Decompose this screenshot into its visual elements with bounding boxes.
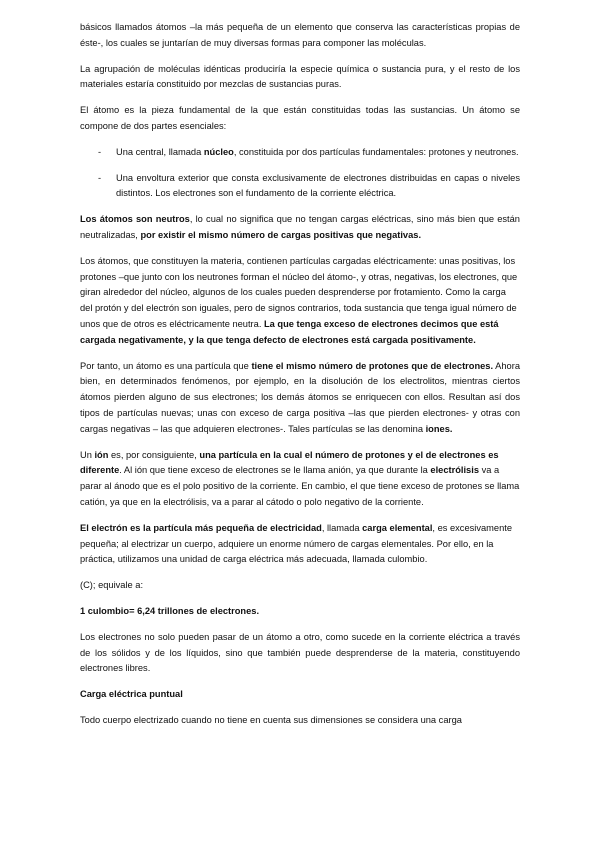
paragraph-coulomb-value bbox=[80, 604, 520, 620]
paragraph-charged-particles bbox=[80, 254, 520, 349]
text: va a parar al ánodo que es el polo positivo de la corriente. En cambio, el que tiene exceso de protones se llama catión, ya que en la electrólisis, va a parar al cátodo o polo negativo de la corriente. bbox=[80, 465, 520, 507]
bold-text: La que tenga exceso de electrones decimos que está cargada negativamente, y la que tenga defecto de electrones está cargada positivamente. bbox=[80, 318, 499, 345]
dash-bullet: - bbox=[98, 172, 102, 183]
text: Todo cuerpo electrizado cuando no tiene en cuenta sus dimensiones se considera una carga bbox=[80, 714, 462, 725]
bold-text: tiene el mismo número de protones que de electrones. bbox=[251, 360, 494, 371]
paragraph-free-electrons bbox=[80, 630, 520, 677]
text: es, por consiguiente, bbox=[108, 449, 200, 460]
bold-text: por existir el mismo número de cargas positivas que negativas. bbox=[140, 229, 422, 240]
paragraph-molecules bbox=[80, 62, 520, 94]
paragraph-neutral-atoms bbox=[80, 212, 520, 244]
paragraph-atom-parts bbox=[80, 103, 520, 135]
document-page bbox=[80, 20, 520, 739]
text: El átomo es la pieza fundamental de la que están constituidas todas las sustancias. Un átomo se compone de dos partes esenciales: bbox=[80, 105, 520, 131]
text: (C); equivale a: bbox=[80, 580, 144, 591]
bold-text: Los átomos son neutros bbox=[80, 214, 190, 225]
bold-text: una partícula en la cual el número de protones y el de electrones es diferente bbox=[80, 449, 499, 476]
paragraph-atoms-intro bbox=[80, 20, 520, 52]
paragraph-electron bbox=[80, 521, 520, 568]
paragraph-ion-definition bbox=[80, 448, 520, 511]
list-item bbox=[80, 145, 520, 161]
section-heading: Carga eléctrica puntual bbox=[80, 689, 183, 700]
text: Una central, llamada bbox=[116, 146, 204, 157]
text: La agrupación de moléculas idénticas produciría la especie química o sustancia pura, y el resto de los materiales estaría constituido por mezclas de sustancias puras. bbox=[80, 63, 520, 90]
text: , es excesivamente pequeña; al electrizar un cuerpo, adquiere un enorme número de cargas elementales. Por ello, en la práctica, utilizamos una unidad de carga eléctrica más adecuada, llamada culombio. bbox=[80, 522, 512, 565]
text: básicos llamados átomos –la más pequeña de un elemento que conserva las características propias de éste-, los cuales se juntarían de muy diversas formas para componer las moléculas. bbox=[80, 22, 520, 48]
bold-text: carga elemental bbox=[362, 522, 433, 533]
text: Ahora bien, en determinados fenómenos, por ejemplo, en la disolución de los electrolitos, mientras ciertos átomos pierden alguno de sus electrones; los demás átomos se enriquecen con ellos. Resultan así dos tipos de partículas nuevas; unas con exceso de carga positiva –las que pierden electrones- y otras con cargas negativas – las que adquieren electrones-. Tales partículas se las denomina bbox=[80, 360, 520, 434]
text: , llamada bbox=[321, 522, 363, 533]
dash-bullet: - bbox=[98, 146, 102, 157]
bold-text: iones. bbox=[425, 423, 453, 434]
atom-parts-list bbox=[80, 145, 520, 202]
text: . Al ión que tiene exceso de electrones se le llama anión, ya que durante la bbox=[119, 465, 431, 476]
bold-text: 1 culombio= 6,24 trillones de electrones. bbox=[80, 605, 260, 616]
text: Por tanto, un átomo es una partícula que bbox=[80, 360, 252, 371]
text: Los átomos, que constituyen la materia, contienen partículas cargadas eléctricamente: unas positivas, los protones –que junto con los neutrones forman el núcleo del átomo-, y otras, negativas, los electrones, que giran alrededor del núcleo, algunos de los cuales pueden desprenderse por frotamiento. Como la carga del protón y del electrón son iguales, pero de signos contrarios, toda sustancia que tenga igual número de unos que de otros es eléctricamente neutra. bbox=[80, 255, 518, 329]
paragraph-coulomb-unit bbox=[80, 578, 520, 594]
text: Un bbox=[80, 449, 95, 460]
bold-text: núcleo bbox=[203, 146, 234, 157]
bold-text: ión bbox=[94, 449, 109, 460]
paragraph-ions bbox=[80, 359, 520, 438]
text: Una envoltura exterior que consta exclusivamente de electrones distribuidas en capas o niveles distintos. Los electrones son el fundamento de la corriente eléctrica. bbox=[116, 172, 520, 199]
text: Los electrones no solo pueden pasar de un átomo a otro, como sucede en la corriente eléctrica a través de los sólidos y de los líquidos, sino que también puede desprenderse de la materia, constituyendo electrones libres. bbox=[80, 631, 520, 674]
paragraph-point-charge bbox=[80, 713, 520, 729]
bold-text: electrólisis bbox=[430, 465, 479, 476]
list-item bbox=[80, 171, 520, 203]
text: , lo cual no significa que no tengan cargas eléctricas, sino más bien que están neutralizadas, bbox=[80, 214, 520, 240]
text: , constituida por dos partículas fundamentales: protones y neutrones. bbox=[233, 146, 519, 157]
bold-text: El electrón es la partícula más pequeña de electricidad bbox=[80, 522, 322, 533]
